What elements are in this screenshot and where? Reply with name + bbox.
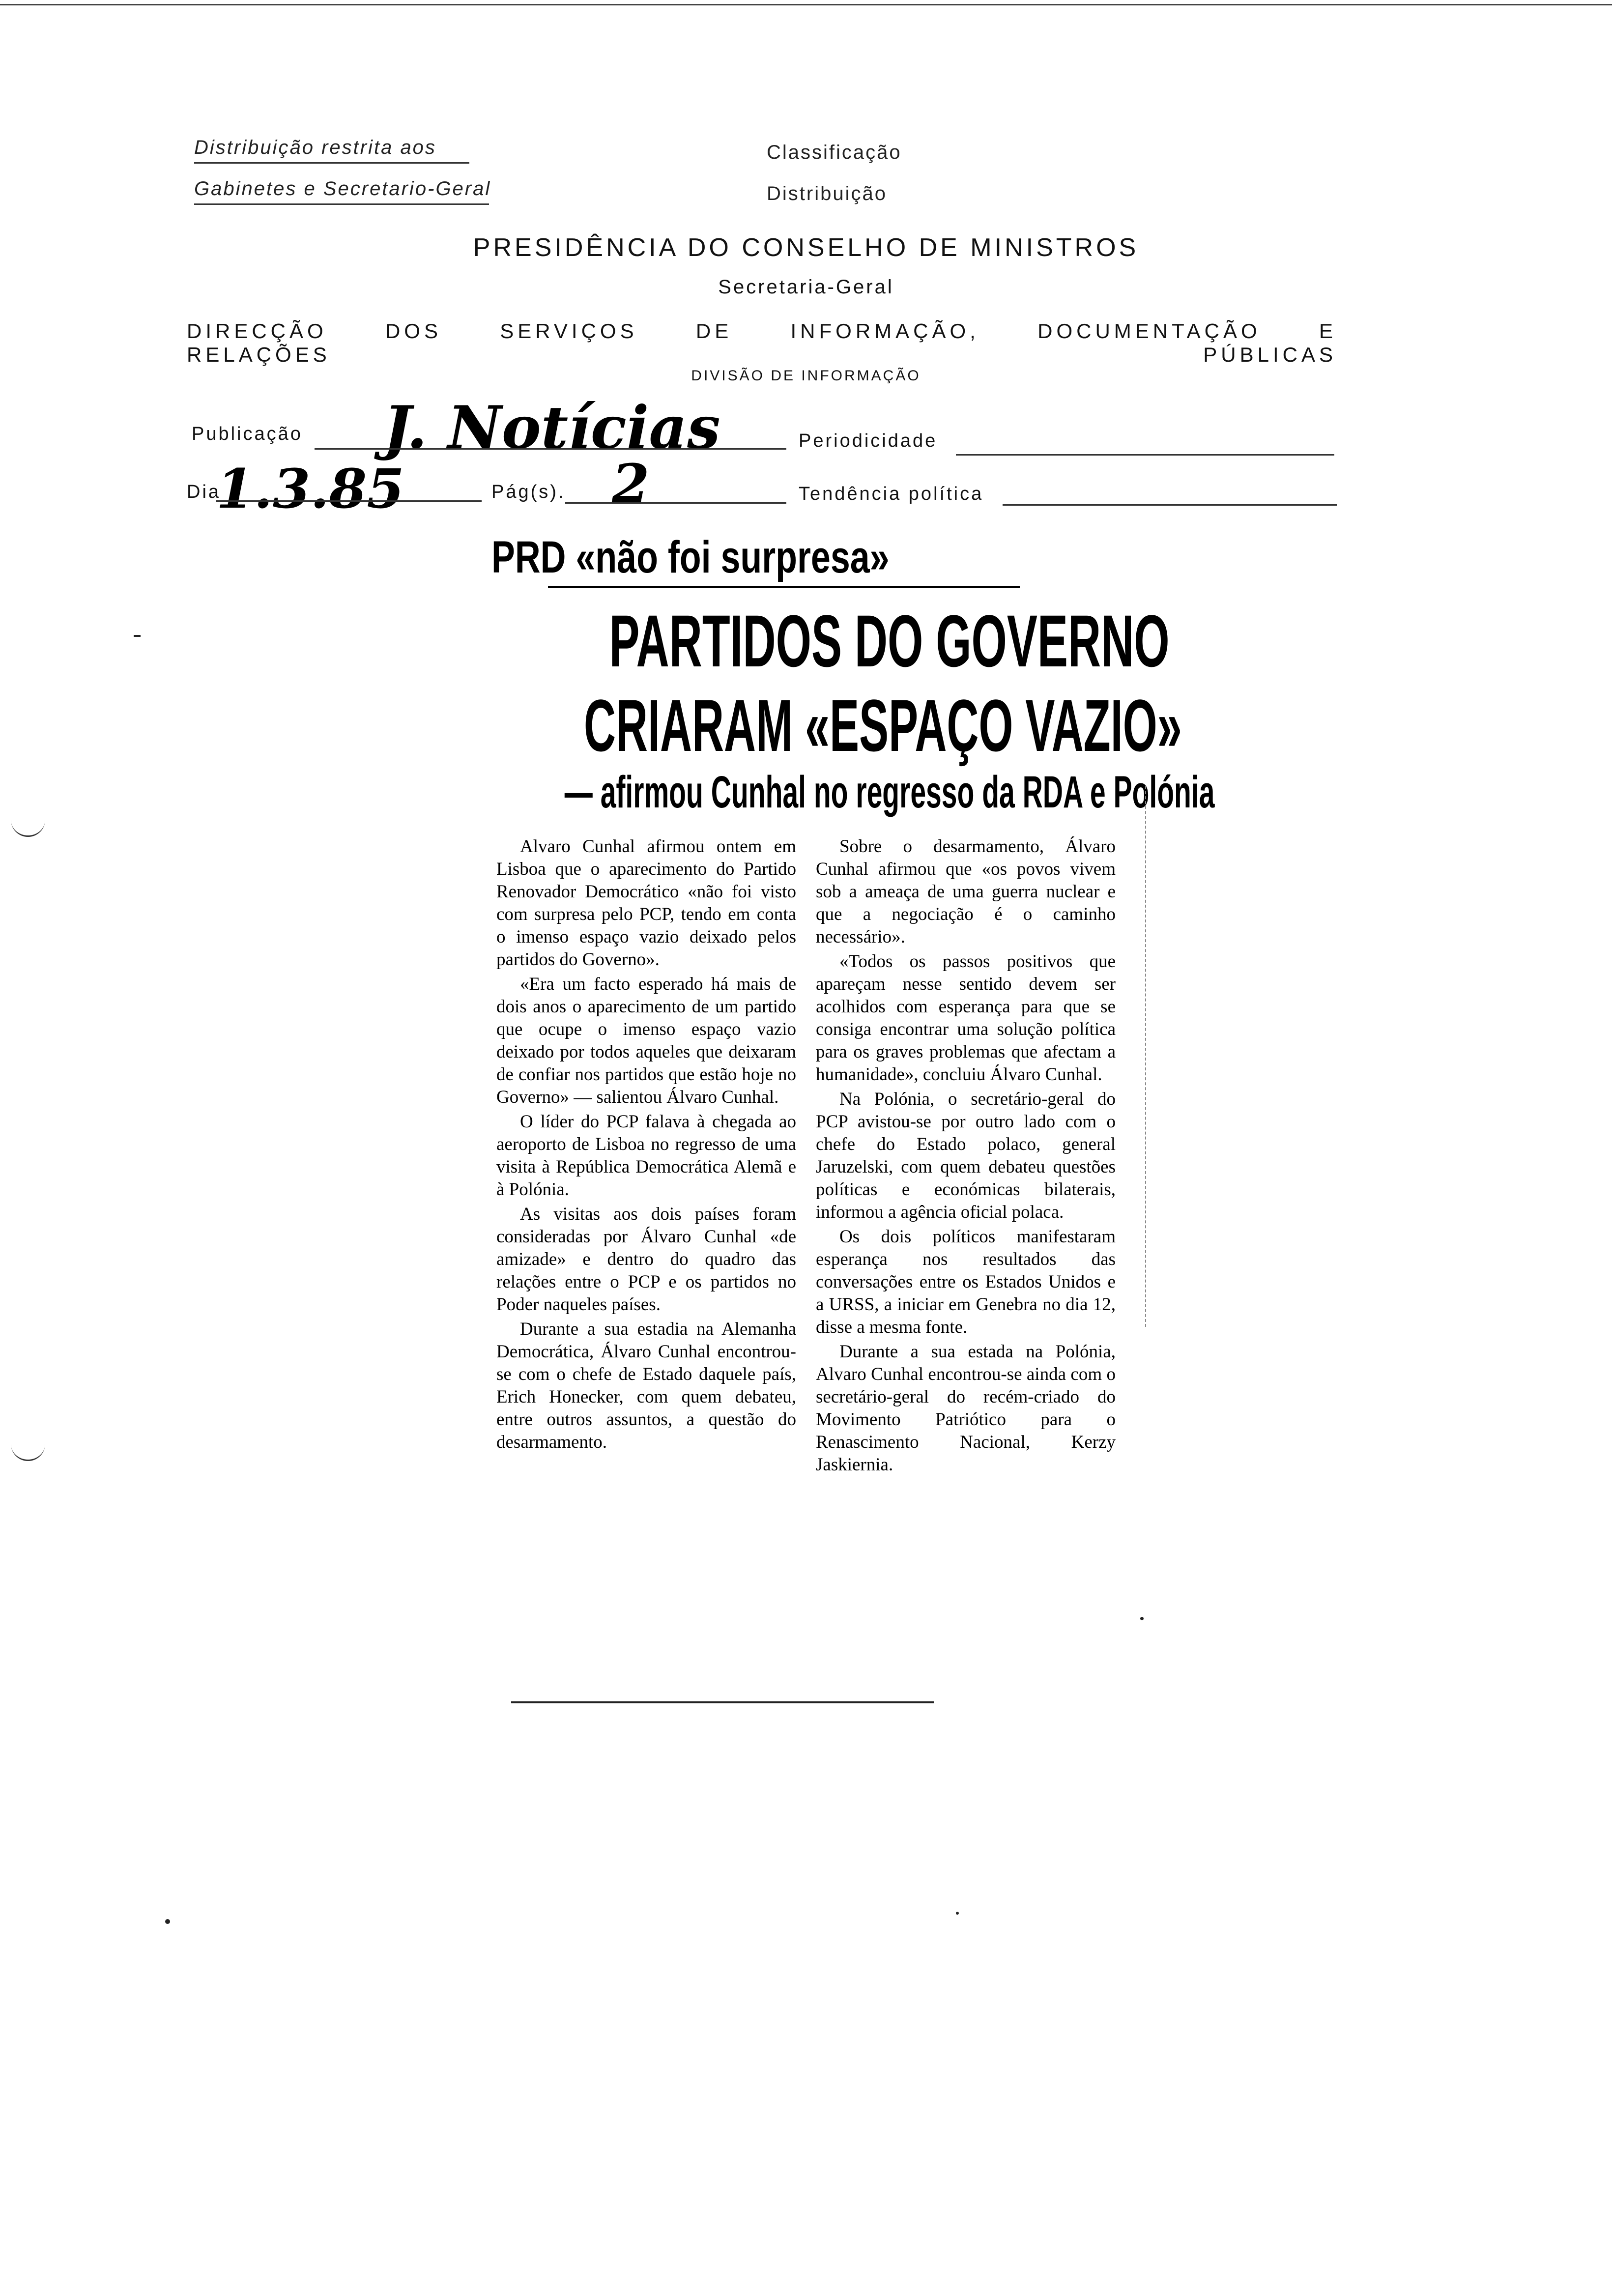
- date-underline: [216, 500, 482, 502]
- article-column-2: [816, 835, 1116, 1478]
- col1-paragraph-3: O líder do PCP falava à chegada ao aeroporto de Lisboa no regresso de uma visita à República Democrática Alemã e à Polónia.: [496, 1112, 796, 1200]
- scan-dot-2: [956, 1912, 959, 1915]
- division: DIVISÃO DE INFORMAÇÃO: [691, 368, 921, 384]
- publication-value: J. Notícias: [383, 393, 720, 462]
- publication-label: Publicação: [192, 424, 303, 444]
- pages-underline: [565, 502, 786, 504]
- top-border-line: [0, 4, 1612, 5]
- classification-label: Classificação: [767, 142, 902, 163]
- periodicity-underline: [956, 454, 1334, 456]
- col2-paragraph-1: Sobre o desarmamento, Álvaro Cunhal afirmou que «os povos vivem sob a ameaça de uma guerra nuclear e que a negociação é o caminho necessário».: [816, 836, 1116, 947]
- punch-mark-2: [11, 1430, 45, 1461]
- distribution-underline2: [194, 203, 489, 205]
- col1-paragraph-5: Durante a sua estadia na Alemanha Democrática, Álvaro Cunhal encontrou-se com o chefe de Estado daquele país, Erich Honecker, com quem debateu, entre outros assuntos, a questão do desarmamento.: [496, 1319, 796, 1452]
- article-bottom-rule: [511, 1701, 934, 1703]
- col2-paragraph-3: Na Polónia, o secretário-geral do PCP avistou-se por outro lado com o chefe do Estado polaco, general Jaruzelski, com quem debateu questões políticas e económicas bilaterais, informou a agência oficial polaca.: [816, 1089, 1116, 1222]
- headline-line1: PARTIDOS DO GOVERNO: [609, 600, 1170, 682]
- article-kicker: PRD «não foi surpresa»: [491, 532, 890, 582]
- headline-line2: CRIARAM «ESPAÇO VAZIO»: [584, 684, 1182, 767]
- distribution-restricted-line1: Distribuição restrita aos: [194, 137, 436, 158]
- article-subhead: — afirmou Cunhal no regresso da RDA e Polónia: [564, 767, 1215, 817]
- date-value: 1.3.85: [216, 457, 404, 520]
- scan-dot-3: [1140, 1617, 1144, 1620]
- date-label: Dia: [187, 482, 221, 502]
- distribution-restricted-line2: Gabinetes e Secretario-Geral: [194, 178, 491, 200]
- col1-paragraph-4: As visitas aos dois países foram consideradas por Álvaro Cunhal «de amizade» e dentro do quadro das relações entre o PCP e os partidos no Poder naqueles países.: [496, 1204, 796, 1315]
- article-column-1: [496, 835, 796, 1456]
- article-right-edge: [1145, 786, 1146, 1327]
- col1-paragraph-2: «Era um facto esperado há mais de dois anos o aparecimento de um partido que ocupe o imenso espaço vazio deixado por todos aqueles que deixaram de confiar nos partidos que estão hoje no Governo» — salientou Álvaro Cunhal.: [496, 974, 796, 1107]
- scan-dot-1: [165, 1919, 170, 1924]
- distribution-label: Distribuição: [767, 183, 887, 204]
- org-subtitle: Secretaria-Geral: [718, 276, 894, 298]
- directorate: DIRECÇÃO DOS SERVIÇOS DE INFORMAÇÃO, DOCUMENTAÇÃO E RELAÇÕES PÚBLICAS: [187, 319, 1337, 366]
- org-title: PRESIDÊNCIA DO CONSELHO DE MINISTROS: [473, 233, 1139, 262]
- tendency-underline: [1003, 504, 1337, 506]
- punch-mark-1: [11, 806, 45, 837]
- distribution-underline1: [194, 162, 469, 164]
- tendency-label: Tendência política: [799, 484, 984, 504]
- col2-paragraph-5: Durante a sua estada na Polónia, Alvaro Cunhal encontrou-se ainda com o secretário-geral do recém-criado do Movimento Patriótico para o Renascimento Nacional, Kerzy Jaskiernia.: [816, 1342, 1116, 1475]
- col2-paragraph-4: Os dois políticos manifestaram esperança nos resultados das conversações entre os Estados Unidos e a URSS, a iniciar em Genebra no dia 12, disse a mesma fonte.: [816, 1227, 1116, 1337]
- pages-label: Pág(s).: [491, 482, 566, 502]
- kicker-underline: [548, 586, 1020, 588]
- pages-value: 2: [612, 452, 650, 516]
- left-dash: [134, 635, 141, 637]
- periodicity-label: Periodicidade: [799, 430, 938, 451]
- col2-paragraph-2: «Todos os passos positivos que apareçam nesse sentido devem ser acolhidos com esperança para que se consiga encontrar uma solução política para os graves problemas que afectam a humanidade», concluiu Álvaro Cunhal.: [816, 951, 1116, 1085]
- publication-underline: [315, 448, 786, 450]
- col1-paragraph-1: Alvaro Cunhal afirmou ontem em Lisboa que o aparecimento do Partido Renovador Democrático «não foi visto com surpresa pelo PCP, tendo em conta o imenso espaço vazio deixado pelos partidos do Governo».: [496, 836, 796, 970]
